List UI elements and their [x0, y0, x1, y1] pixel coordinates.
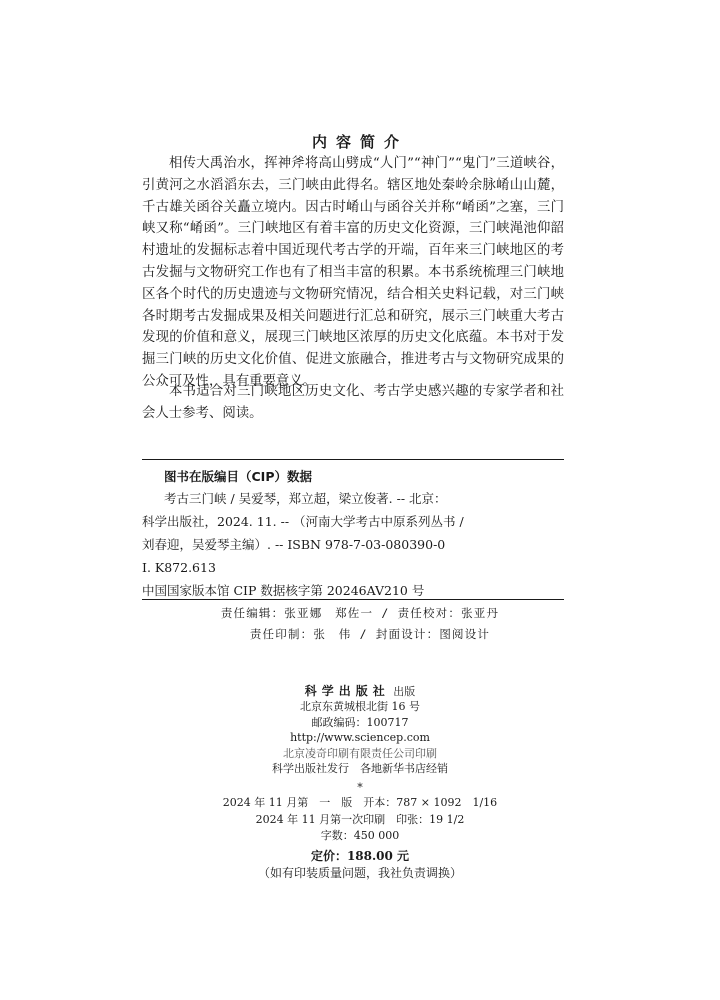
cip-line-3: 刘春迎，吴爱琴主编）. -- ISBN 978-7-03-080390-0	[142, 537, 446, 552]
staff-print-design: 责任印制：张 伟 / 封面设计：图阅设计	[249, 627, 491, 641]
publisher-name: 科学出版社	[304, 684, 390, 698]
publisher-suffix: 出版	[393, 685, 416, 698]
cip-line-5: 中国国家版本馆 CIP 数据核字第 20246AV210 号	[142, 583, 425, 598]
cip-line-1: 考古三门峡 / 吴爱琴，郑立超，梁立俊著. -- 北京：	[164, 491, 447, 506]
edition-line: 2024 年 11 月第 一 版 开本：787 × 1092 1/16	[222, 796, 498, 809]
publisher-address: 北京东黄城根北街 16 号	[300, 700, 420, 713]
price-value: 188.00 元	[346, 849, 410, 863]
printer-line: 北京凌奇印刷有限责任公司印刷	[283, 746, 437, 760]
separator-star: *	[357, 781, 363, 794]
summary-paragraph-2: 本书适合对三门峡地区历史文化、考古学史感兴趣的专家学者和社会人士参考、阅读。	[142, 384, 564, 421]
word-count-line: 字数：450 000	[320, 829, 400, 842]
summary-title: 内容简介	[311, 133, 408, 151]
cip-line-4: Ⅰ. K872.613	[142, 560, 216, 575]
staff-editors: 责任编辑：张亚娜 郑佐一 / 责任校对：张亚丹	[220, 606, 500, 620]
price-label: 定价：	[310, 849, 347, 863]
publisher-line	[0, 684, 720, 700]
quality-notice: （如有印装质量问题，我社负责调换）	[257, 866, 462, 880]
publisher-url: http://www.sciencep.com	[290, 731, 430, 744]
cip-bottom-rule	[142, 599, 564, 600]
imprint-block	[0, 699, 720, 777]
edition-block	[0, 795, 720, 845]
printing-line: 2024 年 11 月第一次印刷 印张：19 1/2	[255, 812, 465, 826]
summary-paragraph-1: 相传大禹治水，挥神斧将高山劈成“人门”“神门”“鬼门”三道峡谷，引黄河之水滔滔东去，三门峡由此得名。辖区地处秦岭余脉崤山山麓，千古雄关函谷关矗立境内。因古时崤山与函谷关并称“崤函”之塞，三门峡又称“崤函”。三门峡地区有着丰富的历史文化资源，三门峡渑池仰韶村遗址的发掘标志着中国近现代考古学的开端，百年来三门峡地区的考古发掘与文物研究工作也有了相当丰富的积累。本书系统梳理三门峡地区各个时代的历史遗迹与文物研究情况，结合相关史料记载，对三门峡各时期考古发掘成果及相关问题进行汇总和研究，展示三门峡重大考古发现的价值和意义，展现三门峡地区浓厚的历史文化底蕴。本书对于发掘三门峡的历史文化价值、促进文旅融合，推进考古与文物研究成果的公众可及性，具有重要意义。	[142, 156, 564, 389]
cip-top-rule	[142, 459, 564, 460]
price-line	[0, 849, 720, 865]
distribution-line: 科学出版社发行 各地新华书店经销	[272, 762, 448, 775]
cip-record	[142, 487, 564, 602]
publisher-postcode: 邮政编码：100717	[311, 715, 409, 729]
cip-heading: 图书在版编目（CIP）数据	[164, 469, 312, 484]
cip-line-2: 科学出版社，2024. 11. -- （河南大学考古中原系列丛书 /	[142, 514, 464, 529]
